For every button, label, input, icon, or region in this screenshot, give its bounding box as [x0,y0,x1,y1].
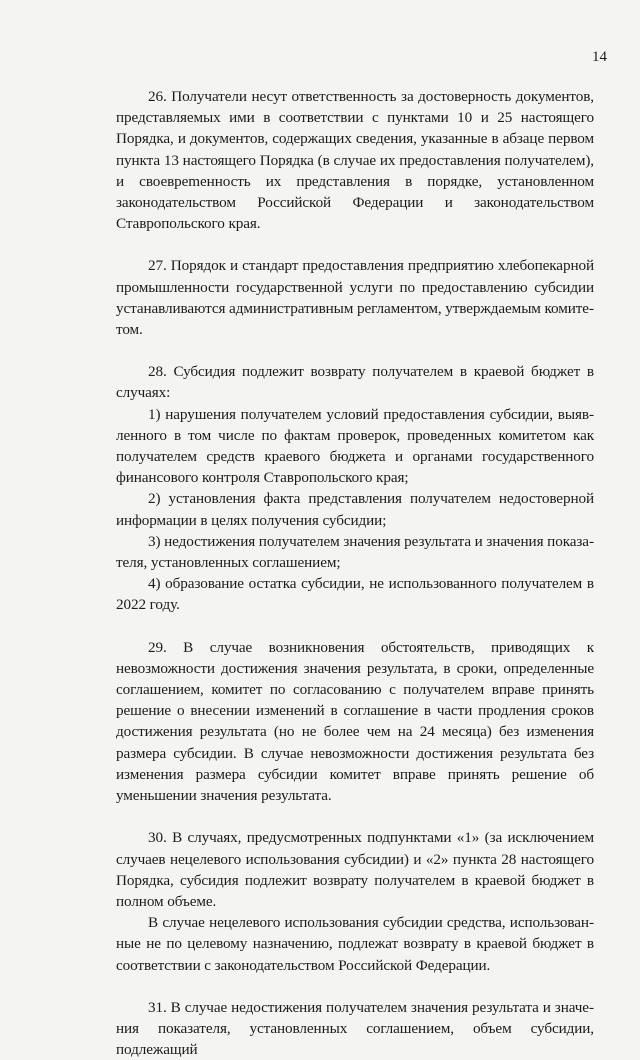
paragraph-31: 31. В случае недостижения получателем значения результата и значения показателя, установленных соглашением, объем субсидии, подлежащий [116,998,594,1059]
document-body [116,86,594,1060]
page-number: 14 [592,49,607,65]
paragraph-28-item-2: 2) установления факта представления получателем недостоверной информации в целях получения субсидии; [116,490,594,529]
paragraph-28-item-3: 3) недостижения получателем значения результата и значения показателя, установленных соглашением; [116,532,594,572]
paragraph-30-second: В случае нецелевого использования субсидии средства, использованные не по целевому назначению, подлежат возврату в краевой бюджет в соответствии с законодательством Российской Федерации. [116,914,594,974]
paragraph-29: 29. В случае возникновения обстоятельств, приводящих к невозможности достижения значения результата, в сроки, определенные соглашением, комитет по согласованию с получателем вправе принять решение о внесении изменений в соглашение в части продления сроков достижения результата (но не более чем на 24 месяца) без изменения размера субсидии. В случае невозможности достижения результата без изменения размера субсидии комитет вправе принять решение об уменьшении значения результата. [116,638,594,805]
paragraph-28: 28. Субсидия подлежит возврату получателем в краевой бюджет в случаях: [116,363,594,402]
paragraph-27: 27. Порядок и стандарт предоставления предприятию хлебопекарной промышленности государственной услуги по предоставлению субсидии устанавливаются административным регламентом, утверждаемым комитетом. [116,257,594,339]
paragraph-28-item-4: 4) образование остатка субсидии, не использованного получателем в 2022 году. [116,575,594,614]
paragraph-30: 30. В случаях, предусмотренных подпунктами «1» (за исключением случаев нецелевого использования субсидии) и «2» пункта 28 настоящего Порядка, субсидия подлежит возврату получателем в краевой бюджет в полном объеме. [116,829,594,910]
paragraph-26: 26. Получатели несут ответственность за достоверность документов, представляемых ими в соответствии с пунктами 10 и 25 настоящего Порядка, и документов, содержащих сведения, указанные в абзаце первом пункта 13 настоящего Порядка (в случае их предоставления получателем), и своевреmенность их представления в порядке, установленном законодательством Российской Федерации и законодательством Ставропольского края. [116,88,594,233]
paragraph-28-item-1: 1) нарушения получателем условий предоставления субсидии, выявленного в том числе по фактам проверок, проведенных комитетом как получателем средств краевого бюджета и органами государственного финансового контроля Ставропольского края; [116,405,594,487]
